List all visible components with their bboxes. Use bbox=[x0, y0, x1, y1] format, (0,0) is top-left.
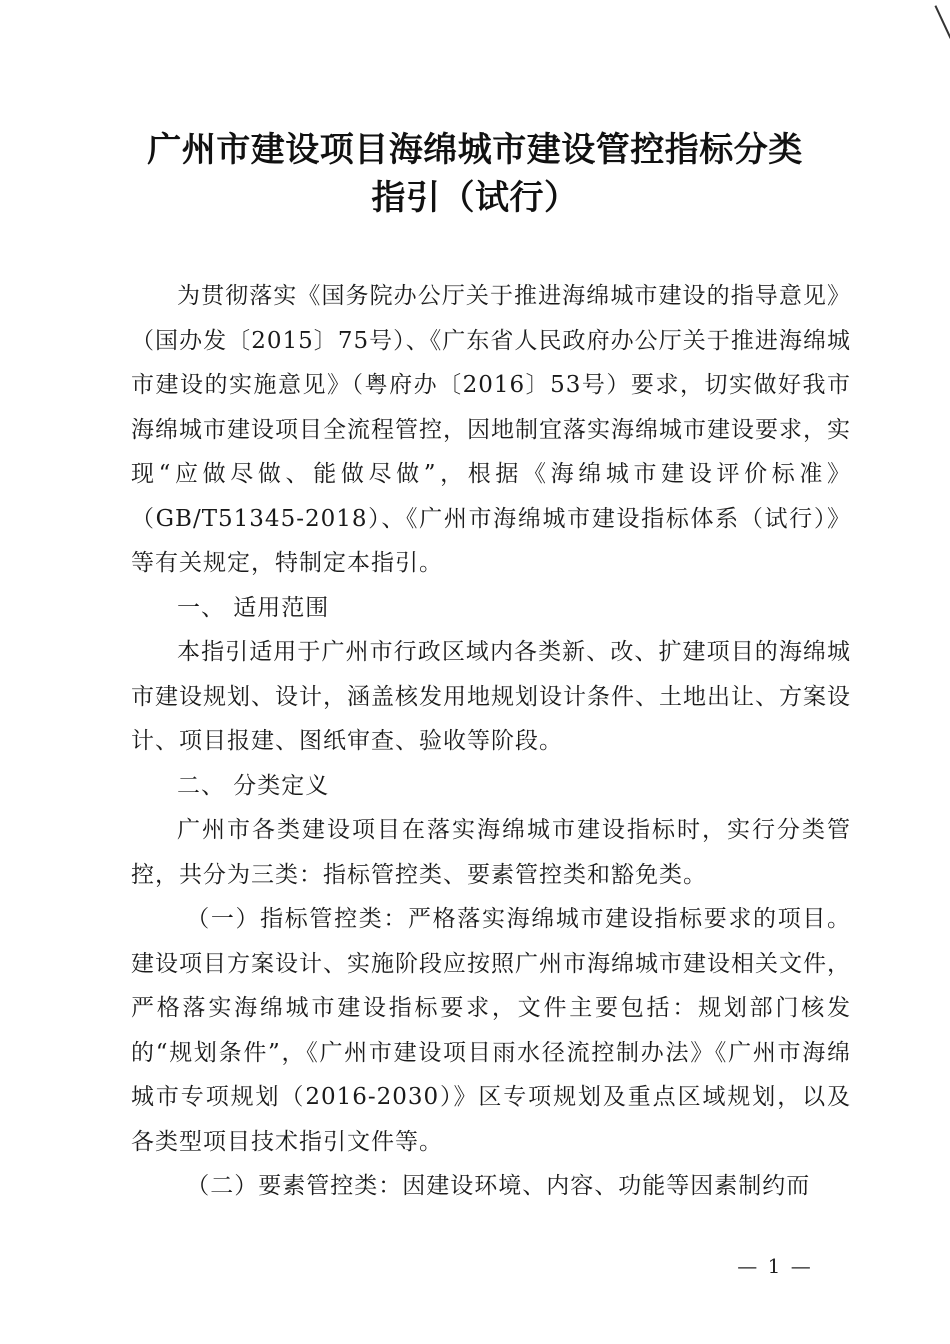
element-control-paragraph: （二）要素管控类：因建设环境、内容、功能等因素制约而 bbox=[186, 1173, 811, 1199]
intro-paragraph: 为贯彻落实《国务院办公厅关于推进海绵城市建设的指导意见》（国办发〔2015〕75号）、《广东省人民政府办公厅关于推进海绵城市建设的实施意见》（粤府办〔2016〕53号）要求，切实做好我市海绵城市建设项目全流程管控，因地制宜落实海绵城市建设要求，实现“应做尽做、能做尽做”，根据《海绵城市建设评价标准》（GB/T51345-2018）、《广州市海绵城市建设指标体系（试行）》等有关规定，特制定本指引。 bbox=[131, 283, 851, 576]
definition-paragraph: 广州市各类建设项目在落实海绵城市建设指标时，实行分类管控，共分为三类：指标管控类、要素管控类和豁免类。 bbox=[131, 817, 851, 888]
document-title-line-2: 指引（试行） bbox=[371, 178, 579, 218]
document-body bbox=[131, 274, 851, 1209]
indicator-control-paragraph: （一）指标管控类：严格落实海绵城市建设指标要求的项目。建设项目方案设计、实施阶段应按照广州市海绵城市建设相关文件，严格落实海绵城市建设指标要求，文件主要包括：规划部门核发的“规划条件”，《广州市建设项目雨水径流控制办法》《广州市海绵城市专项规划（2016-2030）》区专项规划及重点区域规划，以及各类型项目技术指引文件等。 bbox=[131, 906, 851, 1155]
section-heading-definition: 二、 分类定义 bbox=[177, 772, 330, 799]
page-number: — 1 — bbox=[737, 1254, 813, 1278]
document-title-line-1: 广州市建设项目海绵城市建设管控指标分类 bbox=[147, 130, 803, 170]
scope-paragraph: 本指引适用于广州市行政区域内各类新、改、扩建项目的海绵城市建设规划、设计，涵盖核发用地规划设计条件、土地出让、方案设计、项目报建、图纸审查、验收等阶段。 bbox=[131, 639, 851, 754]
section-heading-scope: 一、 适用范围 bbox=[177, 594, 330, 621]
scan-mark bbox=[934, 5, 950, 38]
